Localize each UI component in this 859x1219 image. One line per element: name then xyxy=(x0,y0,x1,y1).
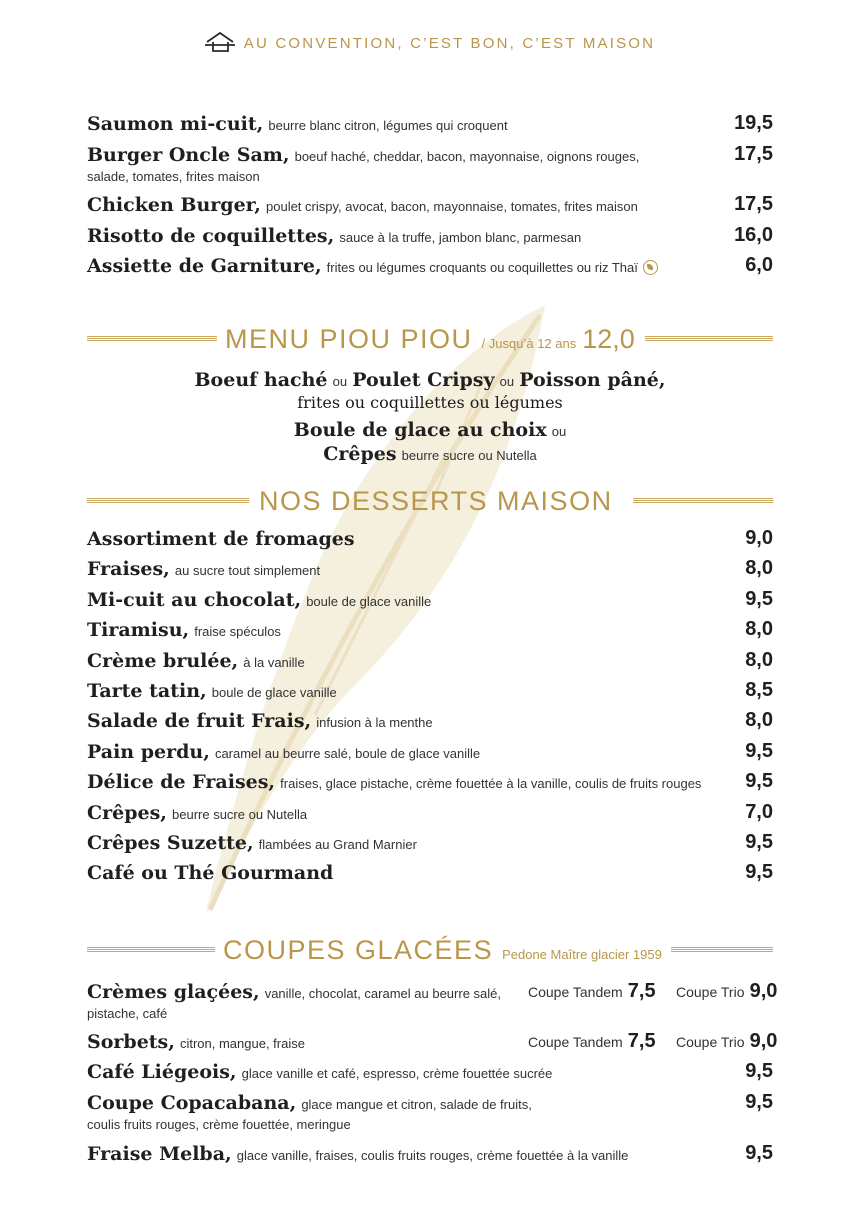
section-subtitle: Pedone Maître glacier 1959 xyxy=(502,947,662,962)
dessert-desc: à la vanille xyxy=(243,654,305,670)
dessert-desc: fraise spéculos xyxy=(194,624,281,640)
dessert-name: Délice de Fraises, xyxy=(87,771,276,794)
menu-piou-line: Boeuf haché ou Poulet Cripsy ou Poisson pâné, xyxy=(194,369,666,391)
dessert-desc: boule de glace vanille xyxy=(211,685,337,700)
dessert-name: Assortiment de fromages xyxy=(87,528,355,550)
price: 19,5 xyxy=(734,112,773,134)
dessert-row xyxy=(87,770,773,796)
dessert-row xyxy=(87,831,773,857)
section-title: NOS DESSERTS MAISON xyxy=(259,486,613,516)
coupe-trio-label: Coupe Trio xyxy=(676,984,745,1000)
divider xyxy=(645,336,773,341)
divider xyxy=(87,947,215,952)
dessert-name: Café ou Thé Gourmand xyxy=(87,862,334,885)
section-title: COUPES GLACÉES xyxy=(223,935,494,965)
dessert-desc: flambées au Grand Marnier xyxy=(258,837,417,852)
price: 7,0 xyxy=(745,800,773,823)
divider xyxy=(633,498,773,503)
dessert-desc: fraises, glace pistache, crème fouettée à la vanille, coulis de fruits rouges xyxy=(280,776,702,792)
dessert-name: Mi-cuit au chocolat, xyxy=(87,588,302,611)
plat-row: Assiette de Garniture, frites ou légumes croquants ou coquillettes ou riz Thaï 6,0 xyxy=(87,254,773,277)
divider xyxy=(87,498,249,503)
price: 8,0 xyxy=(745,557,773,580)
dessert-name: Pain perdu, xyxy=(87,740,210,763)
dessert-row xyxy=(87,649,773,675)
menu-piou-line: Boule de glace au choix ou xyxy=(293,419,567,441)
dessert-name: Crêpes, xyxy=(87,801,167,824)
section-subtitle: / Jusqu’à 12 ans xyxy=(481,336,577,351)
section-coupes xyxy=(87,933,773,967)
price: 17,5 xyxy=(734,193,773,215)
dessert-row xyxy=(87,801,773,827)
price: 6,0 xyxy=(745,254,773,276)
dessert-desc: infusion à la menthe xyxy=(316,715,433,731)
dessert-row xyxy=(87,861,773,886)
price: 9,0 xyxy=(749,980,778,1002)
price: 9,0 xyxy=(749,1030,778,1052)
coupe-row: Fraise Melba, glace vanille, fraises, coulis fruits rouges, crème fouettée à la vanille 9,5 xyxy=(87,1142,773,1165)
divider xyxy=(671,947,773,952)
coupe-trio-label: Coupe Trio xyxy=(676,1034,745,1050)
plat-row: Chicken Burger, poulet crispy, avocat, bacon, mayonnaise, tomates, frites maison 17,5 xyxy=(87,193,773,216)
price: 9,5 xyxy=(745,1060,773,1082)
section-menu-piou xyxy=(87,322,773,356)
price: 9,5 xyxy=(745,770,773,793)
price: 8,0 xyxy=(745,709,773,732)
price: 9,5 xyxy=(745,1142,773,1164)
price: 8,5 xyxy=(745,679,773,701)
house-logo-icon xyxy=(204,30,236,54)
price: 9,5 xyxy=(745,1091,773,1113)
dessert-desc: caramel au beurre salé, boule de glace vanille xyxy=(214,745,481,761)
dessert-name: Salade de fruit Frais, xyxy=(87,710,312,733)
coupe-row: Crèmes glaçées, vanille, chocolat, caramel au beurre salé, pistache, café Coupe Tandem 7,5 Coupe Trio 9,0 xyxy=(87,980,778,1021)
dessert-desc: beurre sucre ou Nutella xyxy=(172,806,308,822)
price: 8,0 xyxy=(745,648,773,671)
price: 9,5 xyxy=(745,861,773,884)
divider xyxy=(87,336,217,341)
dessert-row xyxy=(87,679,773,705)
dessert-desc: boule de glace vanille xyxy=(306,593,432,609)
price: 9,5 xyxy=(745,587,773,610)
coupe-row: Sorbets, citron, mangue, fraise Coupe Tandem 7,5 Coupe Trio 9,0 xyxy=(87,1030,778,1053)
coupe-row: Coupe Copacabana, glace mangue et citron, salade de fruits, coulis fruits rouges, crème fouettée, meringue 9,5 xyxy=(87,1091,773,1132)
dessert-row xyxy=(87,740,773,766)
leaf-icon xyxy=(643,260,658,275)
price: 7,5 xyxy=(627,980,656,1002)
price: 9,5 xyxy=(745,831,773,853)
price: 7,5 xyxy=(627,1030,656,1052)
menu-piou-line: frites ou coquillettes ou légumes xyxy=(297,393,563,412)
dessert-name: Crème brulée, xyxy=(87,649,239,672)
plat-row: Saumon mi-cuit, beurre blanc citron, légumes qui croquent 19,5 xyxy=(87,112,773,135)
price: 12,0 xyxy=(582,324,635,354)
plat-row: Burger Oncle Sam, boeuf haché, cheddar, bacon, mayonnaise, oignons rouges, salade, tomates, frites maison 17,5 xyxy=(87,143,773,184)
section-desserts xyxy=(87,484,773,518)
dessert-name: Tarte tatin, xyxy=(87,680,207,702)
price: 16,0 xyxy=(734,224,773,246)
dessert-row xyxy=(87,527,773,552)
dessert-desc: au sucre tout simplement xyxy=(174,563,321,579)
price: 9,0 xyxy=(745,527,773,549)
price: 8,0 xyxy=(745,618,773,641)
coupe-tandem-label: Coupe Tandem xyxy=(528,1034,623,1050)
dessert-row xyxy=(87,557,773,583)
dessert-name: Tiramisu, xyxy=(87,619,190,642)
coupe-row: Café Liégeois, glace vanille et café, espresso, crème fouettée sucrée 9,5 xyxy=(87,1060,773,1083)
dessert-row xyxy=(87,618,773,644)
price: 9,5 xyxy=(745,739,773,762)
dessert-row xyxy=(87,709,773,735)
dessert-name: Fraises, xyxy=(87,558,170,581)
header-text: AU CONVENTION, C’EST BON, C’EST MAISON xyxy=(243,35,656,52)
dessert-row xyxy=(87,588,773,614)
dessert-name: Crêpes Suzette, xyxy=(87,832,254,854)
menu-piou-line: Crêpes beurre sucre ou Nutella xyxy=(323,443,537,465)
section-title: MENU PIOU PIOU xyxy=(225,324,473,354)
page-header xyxy=(0,30,859,54)
coupe-tandem-label: Coupe Tandem xyxy=(528,984,623,1000)
price: 17,5 xyxy=(734,143,773,165)
plat-row: Risotto de coquillettes, sauce à la truffe, jambon blanc, parmesan 16,0 xyxy=(87,224,773,247)
